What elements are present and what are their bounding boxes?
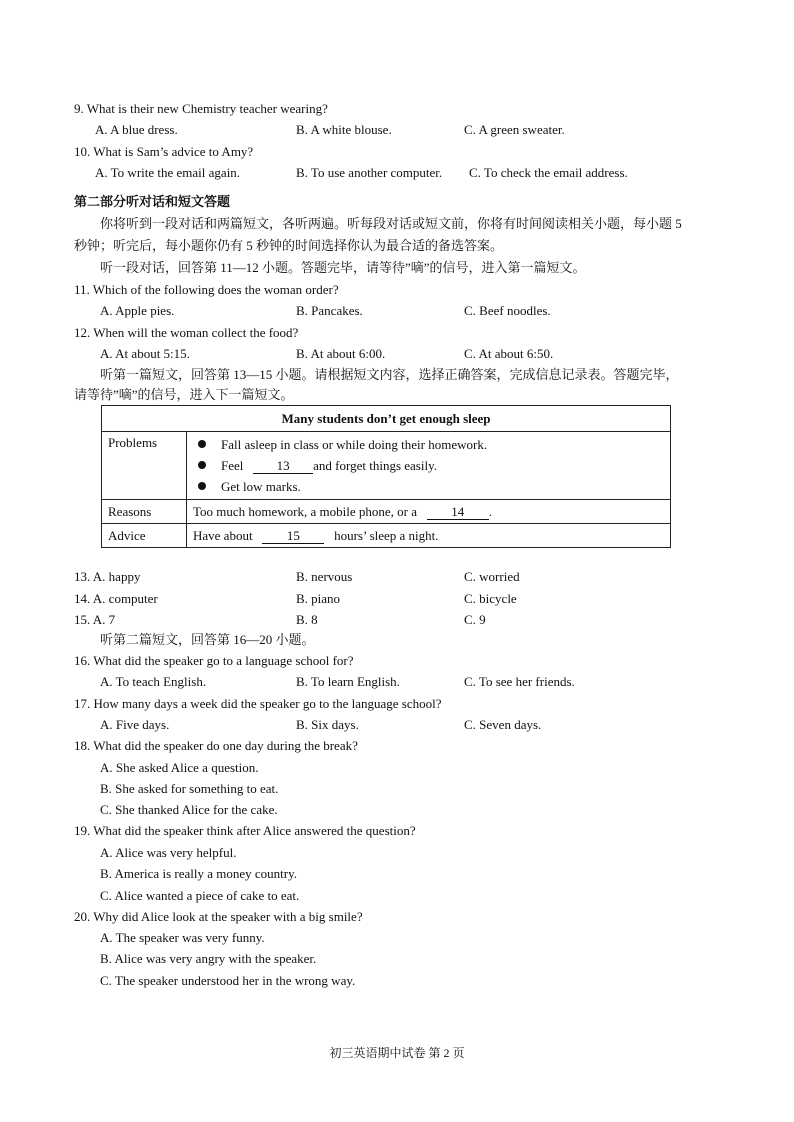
question-19-stem: 19. What did the speaker think after Alice answered the question? [74,823,416,838]
problem-item: Get low marks. [193,476,664,497]
question-14-option-a: 14. A. computer [74,591,158,606]
reasons-label: Reasons [102,500,187,524]
question-14-option-b: B. piano [296,591,341,606]
table-title: Many students don’t get enough sleep [102,406,671,432]
question-18-stem: 18. What did the speaker do one day during the break? [74,738,358,753]
passage2-instruction: 听第二篇短文，回答第 16—20 小题。 [100,632,315,647]
question-10-stem: 10. What is Sam’s advice to Amy? [74,144,254,159]
question-9-option-b: B. A white blouse. [296,122,392,137]
question-16-stem: 16. What did the speaker go to a language school for? [74,653,354,668]
dialogue-instruction: 听一段对话，回答第 11—12 小题。答题完毕，请等待”嘀”的信号，进入第一篇短文。 [100,260,586,275]
sleep-info-table [101,405,671,548]
question-11-option-c: C. Beef noodles. [464,303,551,318]
question-9-option-a: A. A blue dress. [95,122,178,137]
page-footer: 初三英语期中试卷 第 2 页 [329,1046,465,1060]
question-17-stem: 17. How many days a week did the speaker go to the language school? [74,696,442,711]
question-10-option-a: A. To write the email again. [95,165,241,180]
question-12-option-b: B. At about 6:00. [296,346,386,361]
advice-cell: Have about 15 hours’ sleep a night. [187,524,671,548]
question-14-option-c: C. bicycle [464,591,517,606]
question-19-option-c: C. Alice wanted a piece of cake to eat. [100,888,300,903]
question-12-option-a: A. At about 5:15. [100,346,190,361]
bullet-icon [198,482,206,490]
question-18-option-b: B. She asked for something to eat. [100,781,279,796]
question-17-option-a: A. Five days. [100,717,170,732]
question-20-option-c: C. The speaker understood her in the wrong way. [100,973,356,988]
part2-heading: 第二部分听对话和短文答题 [74,195,231,210]
question-12-option-c: C. At about 6:50. [464,346,554,361]
question-15-option-b: B. 8 [296,612,318,627]
passage1-instruction-line2: 请等待”嘀”的信号，进入下一篇短文。 [74,387,294,402]
question-15-option-c: C. 9 [464,612,486,627]
question-11-stem: 11. Which of the following does the woman order? [74,282,339,297]
question-9-option-c: C. A green sweater. [464,122,565,137]
question-20-stem: 20. Why did Alice look at the speaker with a big smile? [74,909,363,924]
blank-15: 15 [262,529,324,544]
passage1-instruction-line1: 听第一篇短文，回答第 13—15 小题。请根据短文内容，选择正确答案，完成信息记录表。答题完毕， [100,367,679,382]
bullet-icon [198,440,206,448]
question-18-option-a: A. She asked Alice a question. [100,760,259,775]
reasons-cell: Too much homework, a mobile phone, or a 14 . [187,500,671,524]
advice-label: Advice [102,524,187,548]
question-16-option-a: A. To teach English. [100,674,207,689]
question-18-option-c: C. She thanked Alice for the cake. [100,802,278,817]
question-10-option-b: B. To use another computer. [296,165,443,180]
question-17-option-c: C. Seven days. [464,717,542,732]
question-15-option-a: 15. A. 7 [74,612,116,627]
problems-cell [187,432,671,500]
problem-item: Feel 13 and forget things easily. [193,455,664,476]
question-9-stem: 9. What is their new Chemistry teacher wearing? [74,101,328,116]
part2-intro-line1: 你将听到一段对话和两篇短文，各听两遍。听每段对话或短文前，你将有时间阅读相关小题，每小题 5 [100,216,682,231]
question-20-option-b: B. Alice was very angry with the speaker. [100,951,317,966]
problem-item: Fall asleep in class or while doing their homework. [193,434,664,455]
question-19-option-b: B. America is really a money country. [100,866,297,881]
question-11-option-b: B. Pancakes. [296,303,363,318]
problems-label: Problems [102,432,187,500]
question-16-option-c: C. To see her friends. [464,674,575,689]
question-13-option-b: B. nervous [296,569,353,584]
question-13-option-c: C. worried [464,569,520,584]
question-20-option-a: A. The speaker was very funny. [100,930,265,945]
bullet-icon [198,461,206,469]
blank-13: 13 [253,459,313,474]
question-12-stem: 12. When will the woman collect the food? [74,325,299,340]
question-19-option-a: A. Alice was very helpful. [100,845,237,860]
question-10-option-c: C. To check the email address. [469,165,628,180]
part2-intro-line2: 秒钟；听完后，每小题你仍有 5 秒钟的时间选择你认为最合适的备选答案。 [74,238,504,253]
blank-14: 14 [427,505,489,520]
question-16-option-b: B. To learn English. [296,674,400,689]
question-17-option-b: B. Six days. [296,717,359,732]
question-13-option-a: 13. A. happy [74,569,141,584]
question-11-option-a: A. Apple pies. [100,303,175,318]
